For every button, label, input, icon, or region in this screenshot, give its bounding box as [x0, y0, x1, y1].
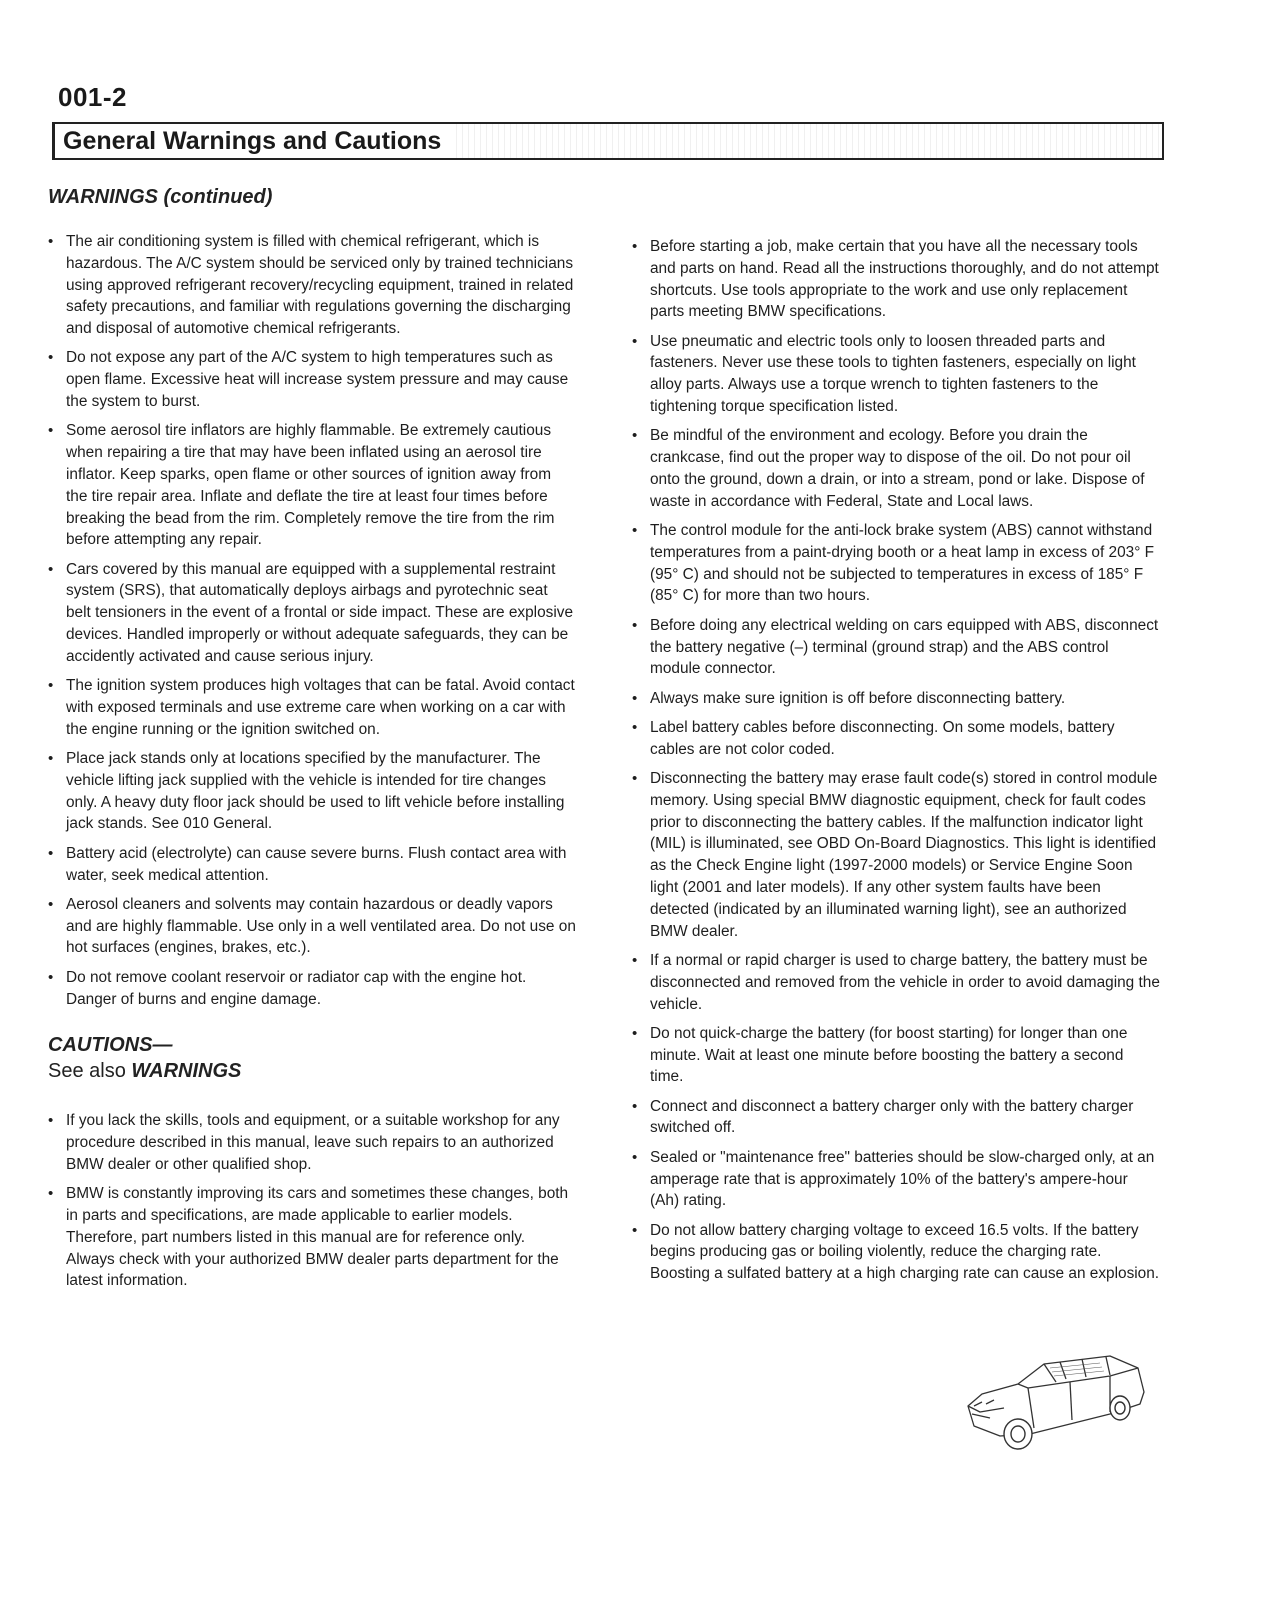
list-item: • Be mindful of the environment and ecology. Before you drain the crankcase, find out the proper way to dispose of the oil. Do not pour oil onto the ground, down a drain, or into a stream, pond or lake. Dispose of waste in accordance with Federal, State and Local laws. [632, 425, 1160, 512]
list-item: • Before doing any electrical welding on cars equipped with ABS, disconnect the battery negative (–) terminal (ground strap) and the ABS control module connector. [632, 615, 1160, 680]
list-item: • If a normal or rapid charger is used to charge battery, the battery must be disconnected and removed from the vehicle in order to avoid damaging the vehicle. [632, 950, 1160, 1015]
list-item: • Always make sure ignition is off before disconnecting battery. [632, 688, 1160, 710]
list-item: • BMW is constantly improving its cars and sometimes these changes, both in parts and specifications, are made applicable to earlier models. Therefore, part numbers listed in this manual are for reference only. Always check with your authorized BMW dealer parts department for the latest information. [48, 1183, 576, 1292]
page-number: 001-2 [58, 82, 127, 112]
list-item: • Use pneumatic and electric tools only to loosen threaded parts and fasteners. Never use these tools to tighten fasteners, especially on light alloy parts. Always use a torque wrench to tighten fasteners to the tightening torque specification listed. [632, 331, 1160, 418]
warnings-list-left [48, 231, 576, 1010]
list-item: • Disconnecting the battery may erase fault code(s) stored in control module memory. Using special BMW diagnostic equipment, check for fault codes prior to disconnecting the battery cables. If the malfunction indicator light (MIL) is illuminated, see OBD On-Board Diagnostics. This light is identified as the Check Engine light (1997-2000 models) or Service Engine Soon light (2001 and later models). If any other system faults have been detected (indicated by an illuminated warning light), see an authorized BMW dealer. [632, 768, 1160, 942]
see-also-prefix: See also [48, 1060, 132, 1083]
list-item: • Do not remove coolant reservoir or radiator cap with the engine hot. Danger of burns and engine damage. [48, 967, 576, 1011]
section-title: General Warnings and Cautions [55, 124, 453, 158]
right-column [632, 236, 1160, 1293]
list-item: • Do not quick-charge the battery (for boost starting) for longer than one minute. Wait at least one minute before boosting the battery a second time. [632, 1023, 1160, 1088]
cautions-heading-block [48, 1032, 576, 1084]
warnings-heading: WARNINGS (continued) [48, 186, 273, 208]
see-also-warnings-link: WARNINGS [131, 1060, 242, 1083]
cautions-see-also [48, 1058, 576, 1084]
list-item: • Do not expose any part of the A/C system to high temperatures such as open flame. Excessive heat will increase system pressure and may cause the system to burst. [48, 347, 576, 412]
list-item: • Some aerosol tire inflators are highly flammable. Be extremely cautious when repairing a tire that may have been inflated using an aerosol tire inflator. Keep sparks, open flame or other sources of ignition away from the tire repair area. Inflate and deflate the tire at least four times before breaking the bead from the rim. Completely remove the tire from the rim before attempting any repair. [48, 420, 576, 551]
bmw-wagon-illustration [960, 1342, 1150, 1454]
list-item: • Cars covered by this manual are equipped with a supplemental restraint system (SRS), that automatically deploys airbags and pyrotechnic seat belt tensioners in the event of a frontal or side impact. These are explosive devices. Handled improperly or without adequate safeguards, they can be accidently activated and cause serious injury. [48, 559, 576, 668]
list-item: • Before starting a job, make certain that you have all the necessary tools and parts on hand. Read all the instructions thoroughly, and do not attempt shortcuts. Use tools appropriate to the work and use only replacement parts meeting BMW specifications. [632, 236, 1160, 323]
cautions-list-left [48, 1110, 576, 1292]
list-item: • The ignition system produces high voltages that can be fatal. Avoid contact with exposed terminals and use extreme care when working on a car with the engine running or the ignition switched on. [48, 675, 576, 740]
left-column [48, 186, 576, 1300]
list-item: • Connect and disconnect a battery charger only with the battery charger switched off. [632, 1096, 1160, 1140]
list-item: • Label battery cables before disconnecting. On some models, battery cables are not color coded. [632, 717, 1160, 761]
list-item: • Place jack stands only at locations specified by the manufacturer. The vehicle lifting jack supplied with the vehicle is intended for tire changes only. A heavy duty floor jack should be used to lift vehicle before installing jack stands. See 010 General. [48, 748, 576, 835]
list-item: • The air conditioning system is filled with chemical refrigerant, which is hazardous. The A/C system should be serviced only by trained technicians using approved refrigerant recovery/recycling equipment, trained in related safety precautions, and familiar with regulations governing the discharging and disposal of automotive chemical refrigerants. [48, 231, 576, 340]
list-item: • Aerosol cleaners and solvents may contain hazardous or deadly vapors and are highly flammable. Use only in a well ventilated area. Do not use on hot surfaces (engines, brakes, etc.). [48, 894, 576, 959]
list-item: • Do not allow battery charging voltage to exceed 16.5 volts. If the battery begins producing gas or boiling violently, reduce the charging rate. Boosting a sulfated battery at a high charging rate can cause an explosion. [632, 1220, 1160, 1285]
list-item: • Sealed or "maintenance free" batteries should be slow-charged only, at an amperage rate that is approximately 10% of the battery's ampere-hour (Ah) rating. [632, 1147, 1160, 1212]
list-item: • The control module for the anti-lock brake system (ABS) cannot withstand temperatures from a paint-drying booth or a heat lamp in excess of 203° F (95° C) and should not be subjected to temperatures in excess of 185° F (85° C) for more than two hours. [632, 520, 1160, 607]
section-header-bar [52, 122, 1164, 160]
cautions-heading: CAUTIONS— [48, 1034, 173, 1057]
list-item: • If you lack the skills, tools and equipment, or a suitable workshop for any procedure described in this manual, leave such repairs to an authorized BMW dealer or other qualified shop. [48, 1110, 576, 1175]
list-item: • Battery acid (electrolyte) can cause severe burns. Flush contact area with water, seek medical attention. [48, 843, 576, 887]
cautions-list-right [632, 236, 1160, 1285]
